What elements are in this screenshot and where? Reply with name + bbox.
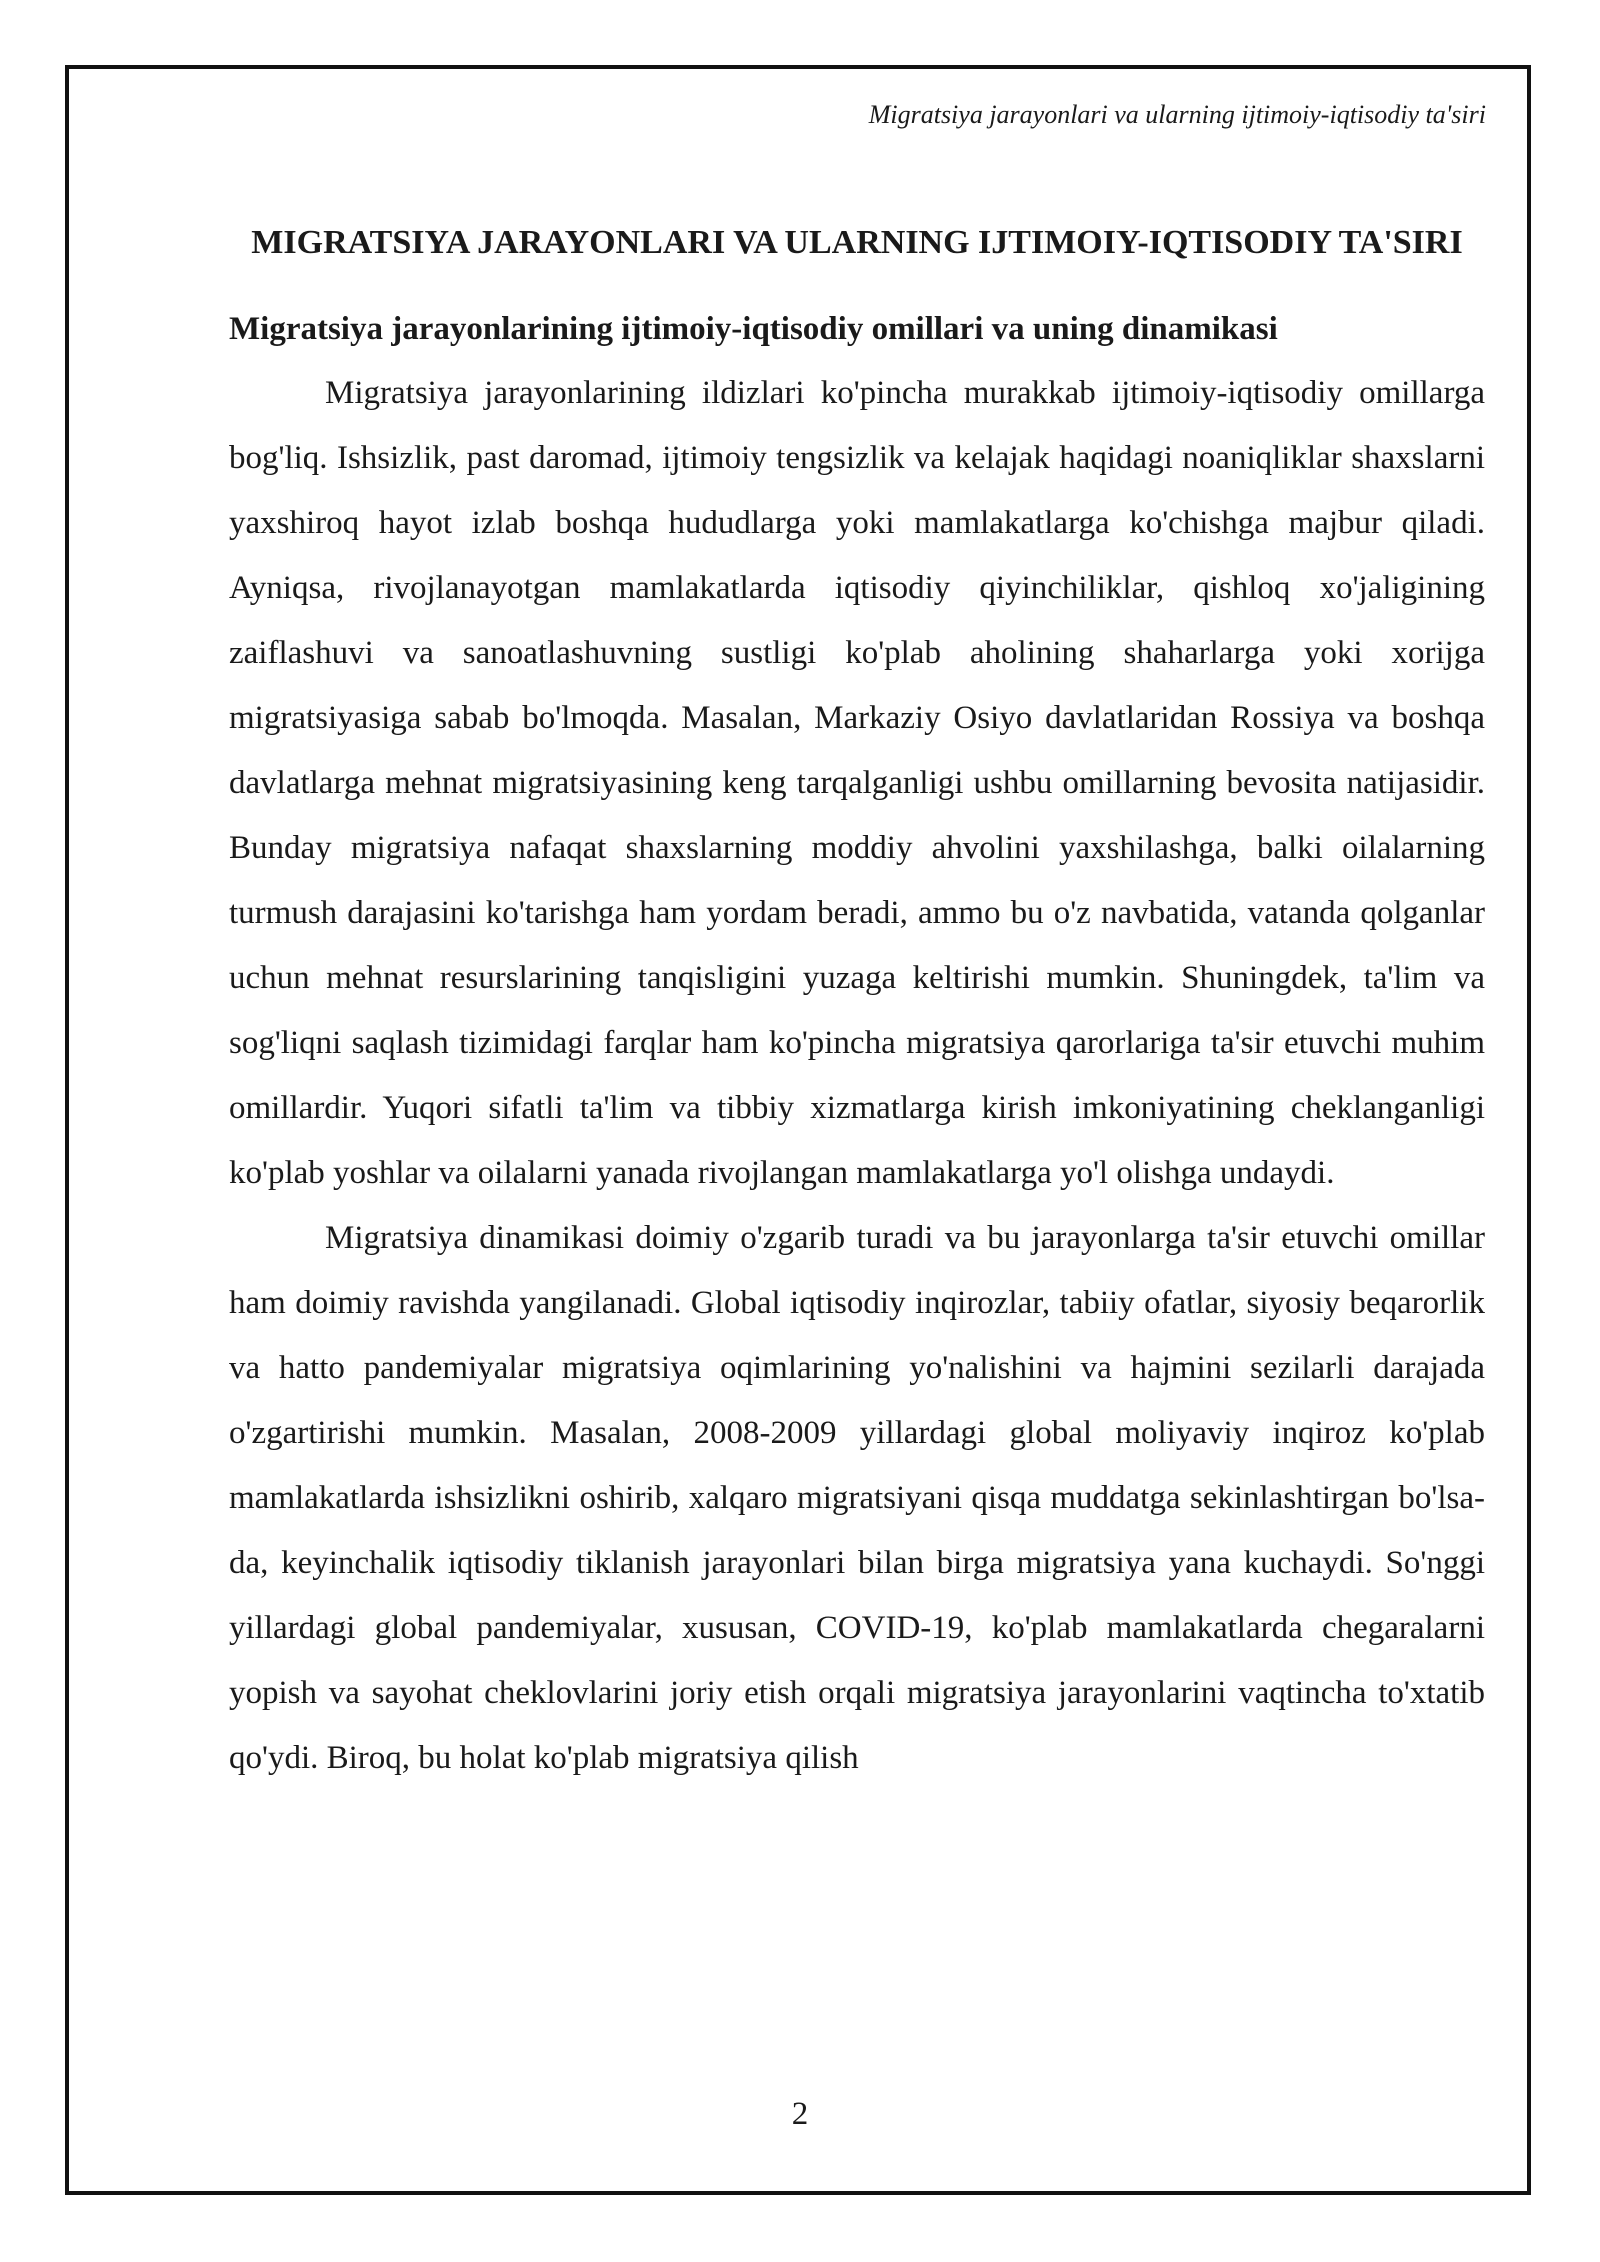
running-header: Migratsiya jarayonlari va ularning ijtimoiy-iqtisodiy ta'siri bbox=[868, 100, 1486, 129]
paragraph-1: Migratsiya jarayonlarining ildizlari ko'pincha murakkab ijtimoiy-iqtisodiy omillarga bog'liq. Ishsizlik, past daromad, ijtimoiy tengsizlik va kelajak haqidagi noaniqliklar shaxslarni yaxshiroq hayot izlab boshqa hududlarga yoki mamlakatlarga ko'chishga majbur qiladi. Ayniqsa, rivojlanayotgan mamlakatlarda iqtisodiy qiyinchiliklar, qishloq xo'jaligining zaiflashuvi va sanoatlashuvning sustligi ko'plab aholining shaharlarga yoki xorijga migratsiyasiga sabab bo'lmoqda. Masalan, Markaziy Osiyo davlatlaridan Rossiya va boshqa davlatlarga mehnat migratsiyasining keng tarqalganligi ushbu omillarning bevosita natijasidir. Bunday migratsiya nafaqat shaxslarning moddiy ahvolini yaxshilashga, balki oilalarning turmush darajasini ko'tarishga ham yordam beradi, ammo bu o'z navbatida, vatanda qolganlar uchun mehnat resurslarining tanqisligini yuzaga keltirishi mumkin. Shuningdek, ta'lim va sog'liqni saqlash tizimidagi farqlar ham ko'pincha migratsiya qarorlariga ta'sir etuvchi muhim omillardir. Yuqori sifatli ta'lim va tibbiy xizmatlarga kirish imkoniyatining cheklanganligi ko'plab yoshlar va oilalarni yanada rivojlangan mamlakatlarga yo'l olishga undaydi. bbox=[229, 375, 1485, 1191]
document-title: MIGRATSIYA JARAYONLARI VA ULARNING IJTIMOIY-IQTISODIY TA'SIRI bbox=[251, 224, 1463, 261]
paragraph-2: Migratsiya dinamikasi doimiy o'zgarib turadi va bu jarayonlarga ta'sir etuvchi omillar ham doimiy ravishda yangilanadi. Global iqtisodiy inqirozlar, tabiiy ofatlar, siyosiy beqarorlik va hatto pandemiyalar migratsiya oqimlarining yo'nalishini va hajmini sezilarli darajada o'zgartirishi mumkin. Masalan, 2008-2009 yillardagi global moliyaviy inqiroz ko'plab mamlakatlarda ishsizlikni oshirib, xalqaro migratsiyani qisqa muddatga sekinlashtirgan bo'lsa-da, keyinchalik iqtisodiy tiklanish jarayonlari bilan birga migratsiya yana kuchaydi. So'nggi yillardagi global pandemiyalar, xususan, COVID-19, ko'plab mamlakatlarda chegaralarni yopish va sayohat cheklovlarini joriy etish orqali migratsiya jarayonlarini vaqtincha to'xtatib qo'ydi. Biroq, bu holat ko'plab migratsiya qilish bbox=[229, 1220, 1485, 1776]
page-number: 2 bbox=[791, 2096, 809, 2132]
section-heading: Migratsiya jarayonlarining ijtimoiy-iqtisodiy omillari va uning dinamikasi bbox=[229, 311, 1278, 347]
document-body bbox=[229, 210, 1485, 1791]
